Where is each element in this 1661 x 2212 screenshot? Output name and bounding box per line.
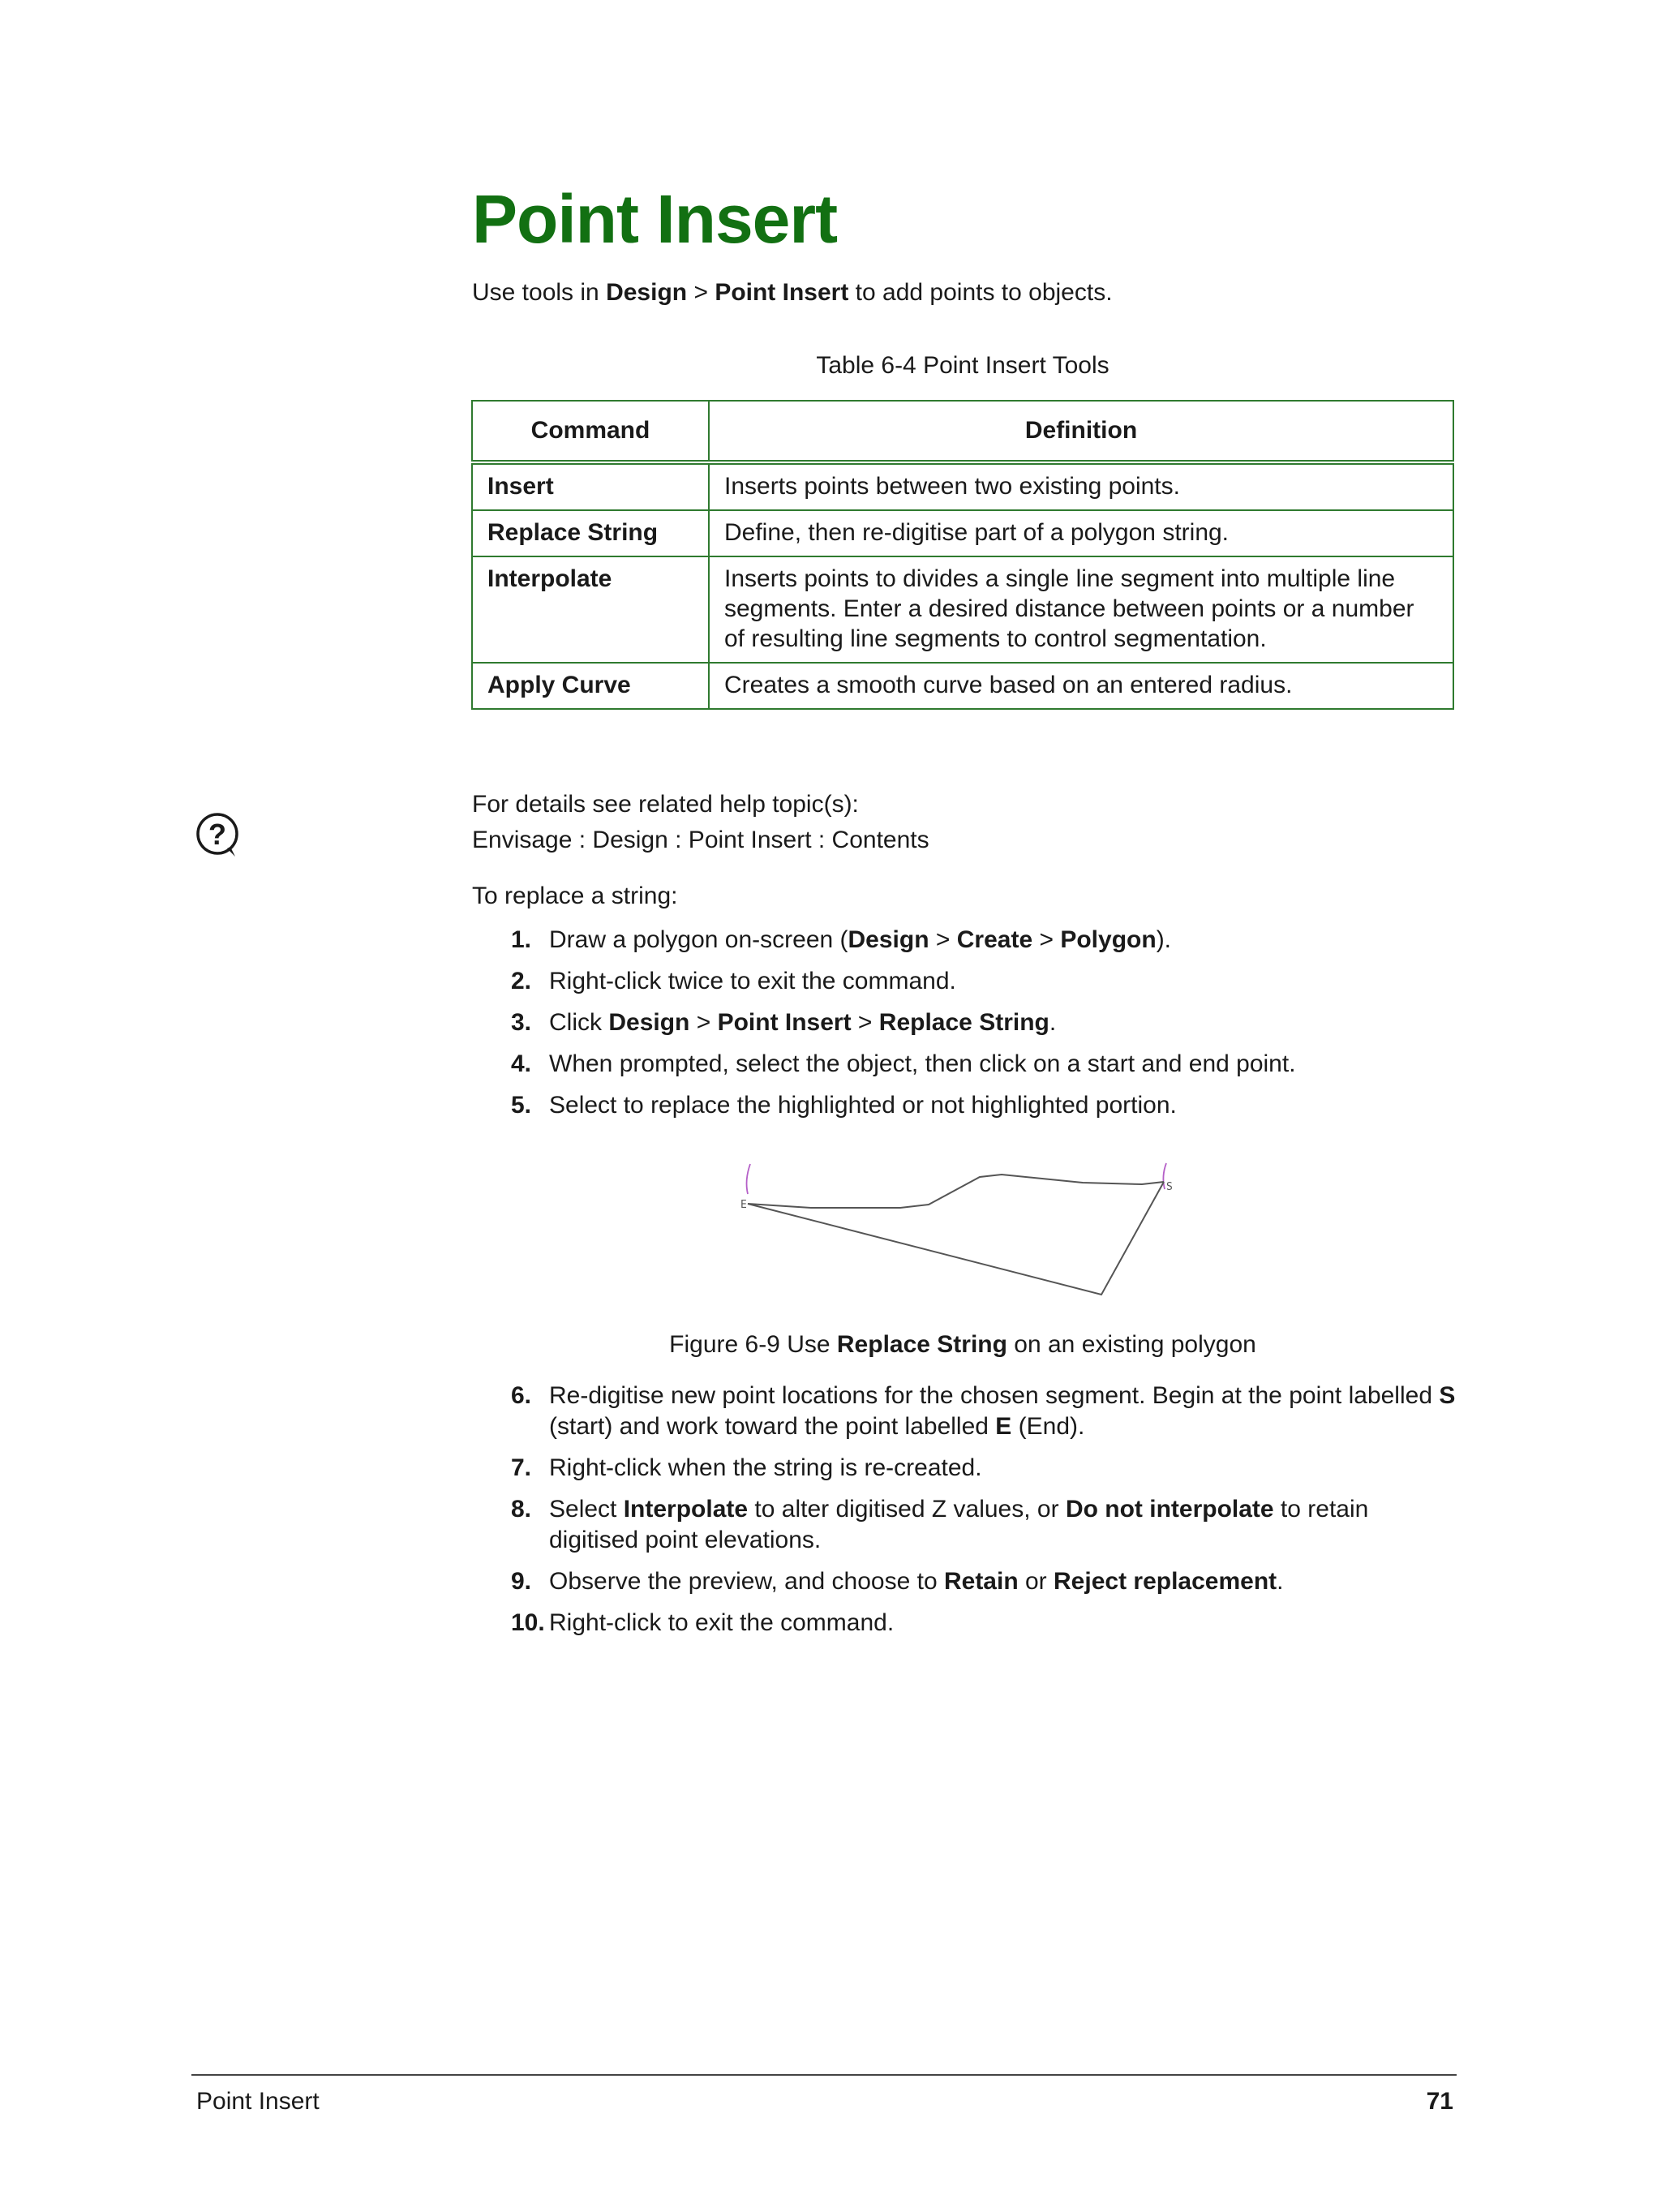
definition-cell: Inserts points to divides a single line segment into multiple line segments. Enter a desired distance between points or a number of resulting line segments to control segmentation.	[709, 556, 1453, 663]
step-item	[472, 1608, 1457, 1639]
command-cell: Apply Curve	[472, 663, 709, 709]
page-number: 71	[1426, 2088, 1453, 2115]
step-number: 4.	[511, 1050, 532, 1077]
table-row	[472, 663, 1453, 709]
text-run: >	[1032, 926, 1061, 953]
step-number: 2.	[511, 968, 532, 994]
definition-cell: Creates a smooth curve based on an entered radius.	[709, 663, 1453, 709]
text-run: Figure 6-9 Use	[669, 1331, 837, 1358]
text-run: to add points to objects.	[848, 279, 1113, 306]
bold-text: Reject replacement	[1054, 1568, 1277, 1595]
text-run: >	[689, 1009, 718, 1036]
step-text	[549, 1496, 1368, 1553]
definition-cell: Define, then re-digitise part of a polygon string.	[709, 510, 1453, 556]
bold-text: Design	[606, 279, 688, 306]
command-cell: Replace String	[472, 510, 709, 556]
step-number: 1.	[511, 926, 532, 953]
bold-text: Do not interpolate	[1065, 1496, 1274, 1523]
steps-intro: To replace a string:	[472, 883, 678, 909]
table-row	[472, 556, 1453, 663]
footer-divider	[191, 2074, 1457, 2076]
header-definition: Definition	[709, 401, 1453, 462]
related-help-path[interactable]: Envisage : Design : Point Insert : Contents	[472, 827, 929, 853]
bold-text: E	[995, 1413, 1012, 1440]
definition-cell: Inserts points between two existing points.	[709, 462, 1453, 510]
text-run: (End).	[1011, 1413, 1085, 1440]
step-number: 9.	[511, 1568, 532, 1595]
polygon-remaining-portion	[748, 1182, 1164, 1295]
step-text	[549, 1609, 894, 1636]
figure-caption	[472, 1331, 1453, 1359]
text-run: on an existing polygon	[1006, 1331, 1256, 1358]
step-number: 10.	[511, 1609, 545, 1636]
step-number: 3.	[511, 1009, 532, 1036]
step-number: 5.	[511, 1092, 532, 1119]
text-run: or	[1018, 1568, 1054, 1595]
bold-text: S	[1439, 1382, 1456, 1409]
table-header-row	[472, 401, 1453, 462]
replace-string-figure	[738, 1160, 1200, 1310]
text-run: Select	[549, 1496, 624, 1523]
table-row	[472, 462, 1453, 510]
text-run: .	[1277, 1568, 1284, 1595]
step-number: 8.	[511, 1496, 532, 1523]
step-text	[549, 926, 1171, 953]
text-run: to retain digitised point elevations.	[549, 1496, 1369, 1553]
text-run: (start) and work toward the point labelled	[549, 1413, 996, 1440]
text-run: Draw a polygon on-screen (	[549, 926, 848, 953]
text-run: When prompted, select the object, then click on a start and end point.	[549, 1050, 1296, 1077]
figure-label-s: S	[1166, 1181, 1173, 1193]
text-run: .	[1049, 1009, 1057, 1036]
command-cell: Insert	[472, 462, 709, 510]
header-command: Command	[472, 401, 709, 462]
step-number: 6.	[511, 1382, 532, 1409]
command-cell: Interpolate	[472, 556, 709, 663]
text-run: >	[851, 1009, 879, 1036]
text-run: >	[929, 926, 957, 953]
text-run: Right-click when the string is re-created.	[549, 1454, 982, 1481]
bold-text: Point Insert	[715, 279, 849, 306]
step-text	[549, 1454, 982, 1481]
bold-text: Interpolate	[623, 1496, 749, 1523]
highlight-curve-left	[747, 1164, 750, 1194]
steps-list-part-1	[472, 925, 1457, 1132]
bold-text: Design	[608, 1009, 690, 1036]
step-item	[472, 1453, 1457, 1484]
step-item	[472, 1494, 1457, 1556]
text-run: to alter digitised Z values, or	[748, 1496, 1066, 1523]
text-run: Right-click to exit the command.	[549, 1609, 895, 1636]
step-item	[472, 1566, 1457, 1597]
text-run: Select to replace the highlighted or not highlighted portion.	[549, 1092, 1177, 1119]
text-run: >	[687, 279, 715, 306]
related-help-topics	[472, 787, 929, 858]
bold-text: Retain	[943, 1568, 1019, 1595]
help-question-icon	[195, 811, 242, 860]
text-run: Right-click twice to exit the command.	[549, 968, 956, 994]
bold-text: Create	[956, 926, 1033, 953]
step-item	[472, 925, 1457, 956]
related-help-label: For details see related help topic(s):	[472, 791, 859, 818]
step-text	[549, 1382, 1455, 1440]
text-run: Click	[549, 1009, 609, 1036]
figure-label-e: E	[740, 1199, 747, 1211]
steps-list-part-2	[472, 1381, 1457, 1649]
bold-text: Point Insert	[717, 1009, 852, 1036]
text-run: Use tools in	[472, 279, 607, 306]
step-text	[549, 1568, 1284, 1595]
step-item	[472, 1090, 1457, 1121]
polygon-highlighted-portion	[748, 1175, 1164, 1208]
step-number: 7.	[511, 1454, 532, 1481]
bold-text: Replace String	[878, 1009, 1049, 1036]
page-title: Point Insert	[472, 181, 838, 257]
text-run: Observe the preview, and choose to	[549, 1568, 944, 1595]
intro-paragraph	[472, 279, 1113, 307]
step-item	[472, 1381, 1457, 1442]
step-item	[472, 966, 1457, 997]
bold-text: Design	[848, 926, 929, 953]
text-run: Re-digitise new point locations for the chosen segment. Begin at the point labelled	[549, 1382, 1440, 1409]
svg-text:?: ?	[208, 818, 226, 851]
step-text	[549, 968, 956, 994]
footer-section-title: Point Insert	[196, 2088, 320, 2115]
text-run: ).	[1156, 926, 1172, 953]
bold-text: Polygon	[1060, 926, 1157, 953]
step-item	[472, 1007, 1457, 1038]
table-row	[472, 510, 1453, 556]
step-text	[549, 1092, 1177, 1119]
point-insert-tools-table	[471, 400, 1454, 710]
step-text	[549, 1009, 1056, 1036]
table-caption: Table 6-4 Point Insert Tools	[816, 352, 1109, 379]
bold-text: Replace String	[836, 1331, 1007, 1358]
step-item	[472, 1049, 1457, 1080]
step-text	[549, 1050, 1296, 1077]
